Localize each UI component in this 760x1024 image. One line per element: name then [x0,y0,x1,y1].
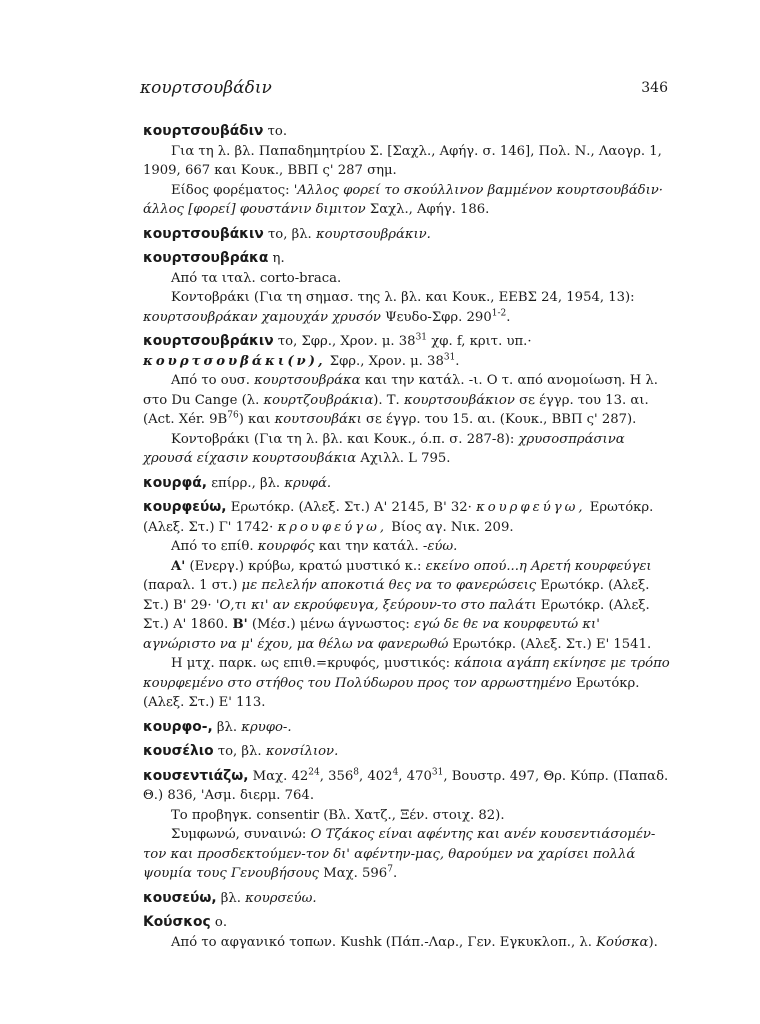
entry-kouselio: κουσέλιο το, βλ. κονσίλιον. [143,743,339,759]
entry-kourtsouvrakin: κουρτσουβράκιν το, Σφρ., Χρον. μ. $38^{31}$ χφ. f, κριτ. υπ.· κουρτσουβάκι(ν), Σφρ., Χρον. μ. $38^{31}$. Από το ουσ. κουρτσουβράκα και την κατάλ. -ι. Ο τ. από ανομοίωση. Η λ. στο Du Cange (λ. κουρτζουβράκια). Τ. κουρτσουβάκιον σε έγγρ. του 13. αι. (Act. Xér. $9B^{76}$) και κουτσουβάκι σε έγγρ. του 15. αι. (Κουκ., ΒΒΠ ς' 287). Κοντοβράκι (Για τη λ. βλ. και Κουκ., ό.π. σ. 287-8): χρυσοσπράσινα χρουσά είχασιν κουρτσουβάκια Αχιλλ. L 795. [143,332,673,469]
etymology: Το προβηγκ. consentir (Βλ. Χατζ., Ξέν. στοιχ. 82). [171,807,505,823]
definition: Κοντοβράκι (Για τη λ. βλ. και Κουκ., ό.π. σ. 287-8): χρυσοσπράσινα χρουσά είχασιν κουρτσουβάκια Αχιλλ. L 795. [143,431,625,466]
headword: κουρφά, [143,474,207,491]
headword: κουρτσουβάδιν [143,123,264,139]
etymology: Από τα ιταλ. corto-braca. [171,270,342,286]
participle-note: Η μτχ. παρκ. ως επιθ.=κρυφός, μυστικός: κάποια αγάπη εκίνησε με τρόπο κουρφεμένο στο στήθος του Πολύδωρου προς τον αρρωστημένο Ερωτόκρ. (Αλεξ. Στ.) Ε' 113. [143,656,670,710]
gender: το. [267,124,288,139]
headword: Κούσκος [143,914,211,930]
entry-kourfa: κουρφά, επίρρ., βλ. κρυφά. [143,474,332,491]
headword: κουρφο-, [143,718,213,735]
entry-kourtsouvadin [143,122,673,220]
page-number: 346 [641,80,668,96]
headword: κουσεντιάζω, [143,767,249,784]
running-head: κουρτσουβάδιν [140,78,272,98]
definition: Συμφωνώ, συναινώ: Ο Τζάκος είναι αφέντης και ανέν κουσεντιάσομέν-τον και προσδεκτούμεν-τον δι' αφέντην-μας, θαρούμεν να χαρίσει πολλά ψουμία τους Γενουβήσους Μαχ. $596^7$. [143,827,656,881]
etymology: Από το αφγανικό τοπων. Kushk (Πάπ.-Λαρ., Γεν. Εγκυκλοπ., λ. Κούσκα). [171,934,658,950]
etymology: Από το επίθ. κουρφός και την κατάλ. -εύω. [171,539,458,554]
headword: κουρτσουβάκιν [143,225,264,242]
page-header [140,78,668,106]
entry-kouskos: Κούσκος ο. Από το αφγανικό τοπων. Kushk (Πάπ.-Λαρ., Γεν. Εγκυκλοπ., λ. Κούσκα). [143,913,673,952]
entry-kourfo: κουρφο-, βλ. κρυφο-. [143,718,292,735]
entry-kourfevo: κουρφεύω, Ερωτόκρ. (Αλεξ. Στ.) Α' 2145, Β' 32· κουρφεύγω, Ερωτόκρ. (Αλεξ. Στ.) Γ' 1742· κρουφεύγω, Βίος αγ. Νικ. 209. Από το επίθ. κουρφός και την κατάλ. -εύω. Α' (Ενεργ.) κρύβω, κρατώ μυστικό κ.: εκείνο οπού...η Αρετή κουρφεύγει (παραλ. 1 στ.) με πελελήν αποκοτιά θες να το φανερώσεις Ερωτόκρ. (Αλεξ. Στ.) Β' 29· 'Ο,τι κι' αν εκρούφευγα, ξεύρουν-το στο παλάτι Ερωτόκρ. (Αλεξ. Στ.) Α' 1860. Β' (Μέσ.) μένω άγνωστος: εγώ δε θε να κουρφευτώ κι' αγνώριστο να μ' έχου, μα θέλω να φανερωθώ Ερωτόκρ. (Αλεξ. Στ.) Ε' 1541. Η μτχ. παρκ. ως επιθ.=κρυφός, μυστικός: κάποια αγάπη εκίνησε με τρόπο κουρφεμένο στο στήθος του Πολύδωρου προς τον αρρωστημένο Ερωτόκρ. (Αλεξ. Στ.) Ε' 113. [143,498,673,713]
headword: κουσεύω, [143,889,217,906]
definition: Α' (Ενεργ.) κρύβω, κρατώ μυστικό κ.: εκείνο οπού...η Αρετή κουρφεύγει (παραλ. 1 στ.) με πελελήν αποκοτιά θες να το φανερώσεις Ερωτόκρ. (Αλεξ. Στ.) Β' 29· 'Ο,τι κι' αν εκρούφευγα, ξεύρουν-το στο παλάτι Ερωτόκρ. (Αλεξ. Στ.) Α' 1860. Β' (Μέσ.) μένω άγνωστος: εγώ δε θε να κουρφευτώ κι' αγνώριστο να μ' έχου, μα θέλω να φανερωθώ Ερωτόκρ. (Αλεξ. Στ.) Ε' 1541. [143,558,652,652]
headword: κουρτσουβράκα [143,250,269,266]
headword: κουρφεύω, [143,499,227,515]
etymology: Για τη λ. βλ. Παπαδημητρίου Σ. [Σαχλ., Αφήγ. σ. 146], Πολ. Ν., Λαογρ. 1, 1909, 667 και Κουκ., ΒΒΠ ς' 287 σημ. [143,143,662,178]
headword: κουρτσουβράκιν [143,333,274,349]
headword: κουσέλιο [143,743,214,759]
dictionary-column [143,122,673,957]
definition: Κοντοβράκι (Για τη σημασ. της λ. βλ. και Κουκ., ΕΕΒΣ 24, 1954, 13): κουρτσουβράκαν χαμουχάν χρυσόν Ψευδο-Σφρ. 290$^{1-2}$. [143,290,635,325]
entry-kousentiazo: κουσεντιάζω, Μαχ. $42^{24}$, $356^8$, $402^4$, $470^{31}$, Βουστρ. 497, Θρ. Κύπρ. (Παπαδ. Θ.) 836, 'Ασμ. διερμ. 764. Το προβηγκ. consentir (Βλ. Χατζ., Ξέν. στοιχ. 82). Συμφωνώ, συναινώ: Ο Τζάκος είναι αφέντης και ανέν κουσεντιάσομέν-τον και προσδεκτούμεν-τον δι' αφέντην-μας, θαρούμεν να χαρίσει πολλά ψουμία τους Γενουβήσους Μαχ. $596^7$. [143,767,673,884]
etymology: Από το ουσ. κουρτσουβράκα και την κατάλ. -ι. Ο τ. από ανομοίωση. Η λ. στο Du Cange (λ. κουρτζουβράκια). Τ. κουρτσουβάκιον σε έγγρ. του 13. αι. (Act. Xér. $9B^{76}$) και κουτσουβάκι σε έγγρ. του 15. αι. (Κουκ., ΒΒΠ ς' 287). [143,373,658,427]
definition: Είδος φορέματος: 'Αλλος φορεί το σκούλλινον βαμμένον κουρτσουβάδιν· άλλος [φορεί] φουστάνιν διμιτον Σαχλ., Αφήγ. 186. [143,182,663,217]
entry-kourtsouvakin: κουρτσουβάκιν το, βλ. κουρτσουβράκιν. [143,225,431,242]
entry-kousevo: κουσεύω, βλ. κουρσεύω. [143,889,317,906]
entry-kourtsouvraka: κουρτσουβράκα η. Από τα ιταλ. corto-braca. Κοντοβράκι (Για τη σημασ. της λ. βλ. και Κουκ., ΕΕΒΣ 24, 1954, 13): κουρτσουβράκαν χαμουχάν χρυσόν Ψευδο-Σφρ. 290$^{1-2}$. [143,249,673,327]
